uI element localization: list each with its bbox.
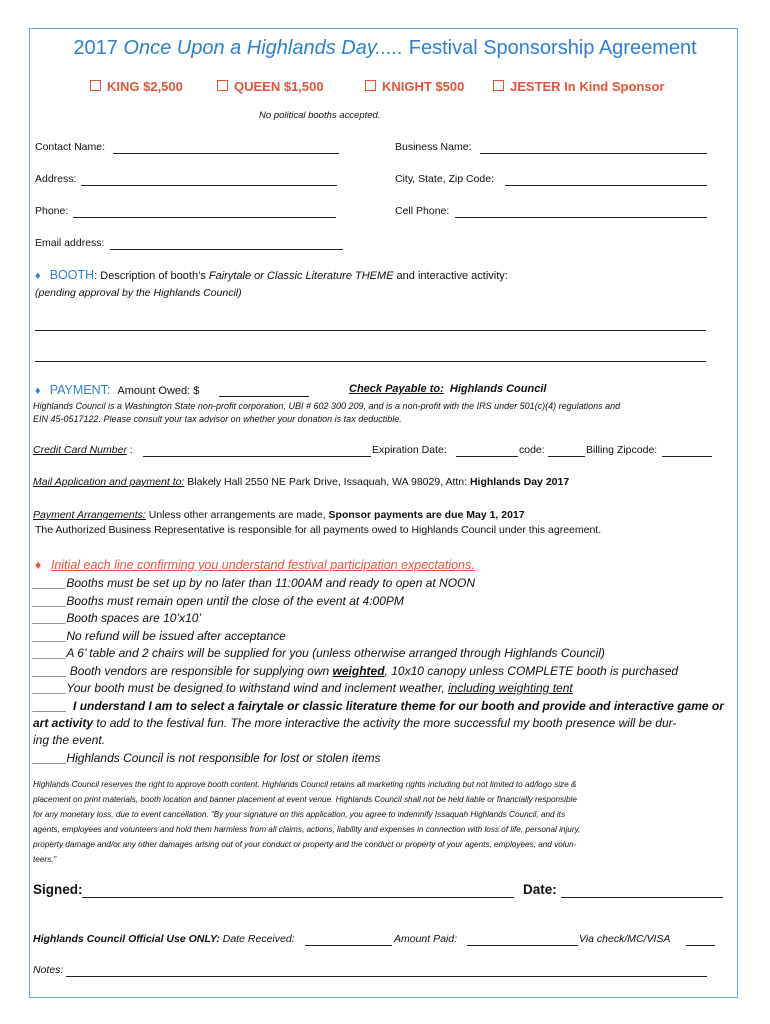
amount-owed-field[interactable] xyxy=(219,396,309,397)
amount-paid-label: Amount Paid: xyxy=(394,933,458,945)
initial-line[interactable]: _____No refund will be issued after acceptance xyxy=(33,629,286,643)
initial-line[interactable]: _____Your booth must be designed to withstand wind and inclement weather, including weighting tent xyxy=(33,681,573,695)
expiration-label: Expiration Date: xyxy=(372,444,447,456)
diamond-bullet-icon: ♦ xyxy=(35,385,41,397)
official-use-row: Highlands Council Official Use ONLY: Date Received: xyxy=(33,933,295,945)
pending-approval-note: (pending approval by the Highlands Council) xyxy=(35,287,242,299)
code-field[interactable] xyxy=(548,456,585,457)
via-label: Via check/MC/VISA xyxy=(579,933,671,945)
city-state-zip-label: City, State, Zip Code: xyxy=(395,173,495,185)
billing-zip-field[interactable] xyxy=(662,456,712,457)
diamond-bullet-icon: ♦ xyxy=(35,270,41,282)
initial-line[interactable]: _____Booth spaces are 10’x10’ xyxy=(33,611,202,625)
nonprofit-note-1: Highlands Council is a Washington State non-profit corporation, UBI # 602 300 209, and is a non-profit with the IRS under 501(c)(4) regulations and xyxy=(33,401,621,411)
page-title: 2017 Once Upon a Highlands Day..... Festival Sponsorship Agreement xyxy=(73,37,697,59)
email-label: Email address: xyxy=(35,237,105,249)
initial-line-cont: art activity to add to the festival fun. The more interactive the activity the more successful my booth presence will be dur- xyxy=(33,716,677,730)
payment-section: ♦ PAYMENT: Amount Owed: $ xyxy=(35,383,200,397)
address-label: Address: xyxy=(35,173,77,185)
booth-section: ♦ BOOTH: Description of booth’s Fairytale or Classic Literature THEME and interactive activity: xyxy=(35,268,508,282)
diamond-bullet-icon: ♦ xyxy=(35,558,42,572)
disclaimer-line: Highlands Council reserves the right to approve booth content. Highlands Council retains all marketing rights including but not limited to ad/logo size & xyxy=(33,780,577,789)
signature-date-field[interactable] xyxy=(561,897,723,898)
initial-line[interactable]: _____Booths must remain open until the close of the event at 4:00PM xyxy=(33,594,404,608)
initial-line[interactable]: _____Booths must be set up by no later than 11:00AM and ready to open at NOON xyxy=(33,576,476,590)
credit-card-field[interactable] xyxy=(143,456,371,457)
phone-label: Phone: xyxy=(35,205,69,217)
business-name-label: Business Name: xyxy=(395,141,472,153)
tier-knight-checkbox[interactable]: KNIGHT $500 xyxy=(365,79,464,94)
initial-line[interactable]: _____ Booth vendors are responsible for supplying own weighted, 10x10 canopy unless COMPLETE booth is purchased xyxy=(33,664,679,678)
via-field[interactable] xyxy=(686,945,715,946)
disclaimer-line: property damage and/or any other damages arising out of your conduct or property and the conduct or property of your agents, employees, and volun- xyxy=(33,840,577,849)
credit-card-row: Credit Card Number : xyxy=(33,444,133,456)
signature-field[interactable] xyxy=(82,897,514,898)
address-field[interactable] xyxy=(81,185,337,186)
date-label: Date: xyxy=(523,882,557,897)
billing-zip-label: Billing Zipcode: xyxy=(586,444,658,456)
code-label: code: xyxy=(519,444,545,456)
authorized-rep-note: The Authorized Business Representative is responsible for all payments owed to Highlands Council under this agreement. xyxy=(35,524,602,536)
no-political-note: No political booths accepted. xyxy=(259,110,381,121)
business-name-field[interactable] xyxy=(480,153,707,154)
initial-line[interactable]: _____A 6’ table and 2 chairs will be supplied for you (unless otherwise arranged through Highlands Council) xyxy=(33,646,605,660)
cell-phone-label: Cell Phone: xyxy=(395,205,450,217)
tier-jester-checkbox[interactable]: JESTER In Kind Sponsor xyxy=(493,79,665,94)
tier-queen-checkbox[interactable]: QUEEN $1,500 xyxy=(217,79,324,94)
initial-line[interactable]: _____Highlands Council is not responsible for lost or stolen items xyxy=(33,751,381,765)
expiration-field[interactable] xyxy=(456,456,518,457)
email-field[interactable] xyxy=(110,249,343,250)
city-state-zip-field[interactable] xyxy=(505,185,707,186)
signed-label: Signed: xyxy=(33,882,83,897)
contact-name-field[interactable] xyxy=(113,153,339,154)
initial-line-cont: ing the event. xyxy=(33,733,106,747)
disclaimer-line: placement on print materials, booth location and banner placement at event venue. Highlands Council shall not be held liable or financially responsible xyxy=(33,795,577,804)
payment-heading: PAYMENT: xyxy=(49,383,111,397)
payment-arrangements: Payment Arrangements: Unless other arrangements are made, Sponsor payments are due May 1, 2017 xyxy=(33,509,525,521)
notes-field[interactable] xyxy=(66,976,707,977)
initial-section-heading: ♦ Initial each line confirming you understand festival participation expectations. xyxy=(35,558,475,572)
disclaimer-line: agents, employees and volunteers and hold them harmless from all claims, actions, liability and expenses in connection with loss of life, personal injury, xyxy=(33,825,581,834)
cell-phone-field[interactable] xyxy=(455,217,707,218)
contact-name-label: Contact Name: xyxy=(35,141,106,153)
tier-king-checkbox[interactable]: KING $2,500 xyxy=(90,79,183,94)
nonprofit-note-2: EIN 45-0517122. Please consult your tax advisor on whether your donation is tax deductible. xyxy=(33,414,402,424)
amount-paid-field[interactable] xyxy=(467,945,578,946)
date-received-field[interactable] xyxy=(305,945,392,946)
notes-label: Notes: xyxy=(33,964,64,976)
disclaimer-line: teers.” xyxy=(33,855,57,864)
booth-description-line-1[interactable] xyxy=(35,330,706,331)
initial-line[interactable]: _____ I understand I am to select a fairytale or classic literature theme for our booth and provide and interactive game or xyxy=(33,699,724,713)
check-payable: Check Payable to: Highlands Council xyxy=(349,383,547,395)
phone-field[interactable] xyxy=(73,217,336,218)
disclaimer-line: for any monetary loss, due to event cancellation. “By your signature on this application, you agree to indemnify Issaquah Highlands Council, and its xyxy=(33,810,566,819)
mail-to-row: Mail Application and payment to: Blakely Hall 2550 NE Park Drive, Issaquah, WA 98029, Attn: Highlands Day 2017 xyxy=(33,476,570,488)
booth-heading: BOOTH xyxy=(49,268,95,282)
booth-description-line-2[interactable] xyxy=(35,361,706,362)
